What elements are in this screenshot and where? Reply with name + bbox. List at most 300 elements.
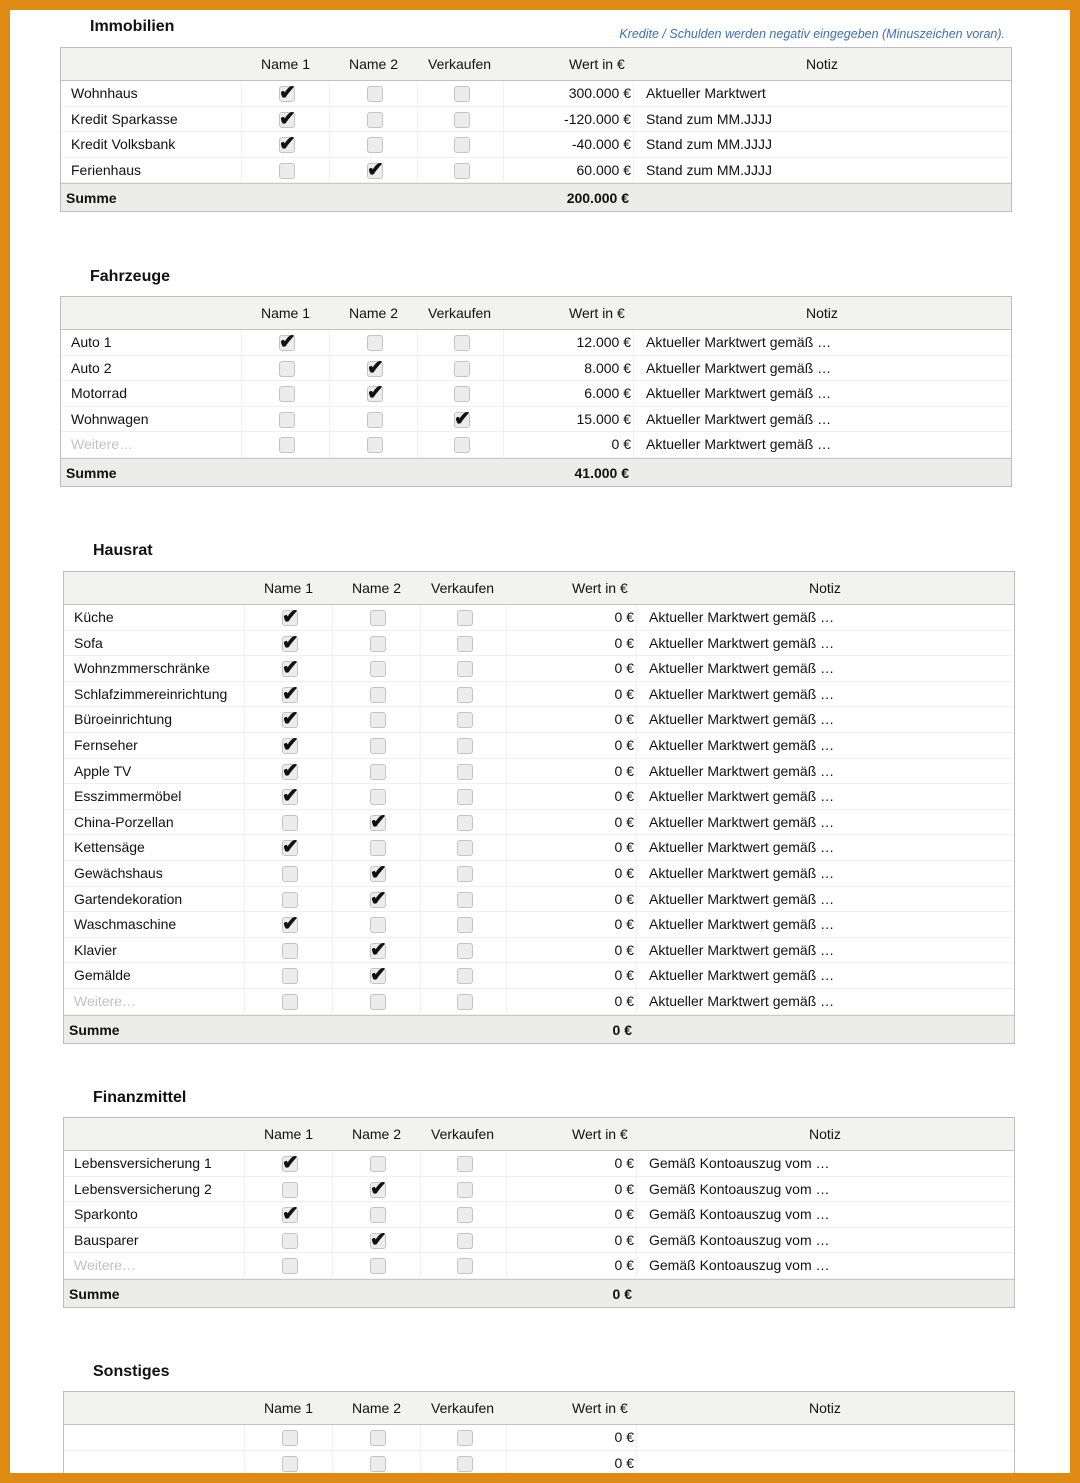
sell-checkbox[interactable] (454, 335, 470, 351)
checkmark-icon: ✔ (279, 107, 296, 130)
item-name[interactable]: Weitere… (71, 436, 133, 453)
name2-checkbox[interactable] (370, 1456, 386, 1472)
item-name[interactable]: Wohnzmmerschränke (74, 660, 210, 677)
sell-checkbox[interactable] (454, 386, 470, 402)
item-value[interactable]: 0 € (614, 1206, 634, 1223)
column-divider (503, 407, 504, 432)
name1-checkbox[interactable] (282, 1456, 298, 1472)
name2-checkbox[interactable] (367, 112, 383, 128)
sell-checkbox[interactable] (454, 112, 470, 128)
item-name[interactable]: Kredit Volksbank (71, 136, 176, 153)
item-value[interactable]: 60.000 € (576, 161, 631, 178)
item-note[interactable]: Stand zum MM.JJJJ (646, 110, 773, 127)
header-note: Notiz (806, 56, 838, 72)
name2-checkbox[interactable] (367, 356, 384, 379)
column-divider (420, 887, 421, 912)
item-note[interactable]: Aktueller Marktwert gemäß … (649, 941, 835, 958)
column-divider (506, 605, 507, 630)
table-row (64, 1425, 1014, 1451)
item-value[interactable]: 0 € (611, 436, 631, 453)
sum-value: 0 € (612, 1285, 632, 1302)
name1-checkbox[interactable] (282, 708, 299, 731)
column-divider (332, 1228, 333, 1253)
sell-checkbox[interactable] (457, 892, 473, 908)
item-value[interactable]: 300.000 € (568, 85, 631, 101)
name1-checkbox[interactable] (282, 994, 298, 1010)
sell-checkbox[interactable] (457, 1207, 473, 1223)
name2-checkbox[interactable] (367, 412, 383, 428)
item-name[interactable]: Ferienhaus (71, 161, 142, 178)
name2-checkbox[interactable] (370, 1258, 386, 1274)
item-name[interactable]: Büroeinrichtung (74, 711, 173, 728)
sell-checkbox[interactable] (457, 1182, 473, 1198)
item-name[interactable]: Bausparer (74, 1231, 139, 1248)
sell-checkbox[interactable] (454, 361, 470, 377)
column-divider (506, 1425, 507, 1450)
table-row (64, 861, 1014, 887)
column-divider (244, 912, 245, 937)
item-note[interactable]: Aktueller Marktwert gemäß … (646, 410, 832, 427)
checkmark-icon: ✔ (279, 331, 296, 353)
item-value[interactable]: 6.000 € (584, 385, 631, 402)
name1-checkbox[interactable] (279, 82, 296, 104)
column-divider (241, 132, 242, 157)
name1-checkbox[interactable] (279, 437, 295, 453)
name1-checkbox[interactable] (282, 1182, 298, 1198)
sell-checkbox[interactable] (454, 407, 471, 430)
checkmark-icon: ✔ (367, 158, 384, 181)
asset-table (60, 296, 1012, 487)
item-note[interactable]: Stand zum MM.JJJJ (646, 136, 773, 153)
name2-checkbox[interactable] (370, 938, 387, 961)
column-divider (332, 656, 333, 681)
name2-checkbox[interactable] (370, 661, 386, 677)
item-name[interactable]: Sofa (74, 634, 103, 651)
name1-checkbox[interactable] (282, 968, 298, 984)
checkmark-icon: ✔ (370, 1177, 387, 1200)
checkmark-icon: ✔ (282, 657, 299, 680)
column-divider (241, 158, 242, 183)
item-value[interactable]: 0 € (614, 1155, 634, 1171)
item-value[interactable]: 0 € (614, 967, 634, 984)
column-divider (332, 1177, 333, 1202)
column-divider (420, 605, 421, 630)
item-note[interactable]: Aktueller Marktwert gemäß … (649, 736, 835, 753)
column-divider (332, 631, 333, 656)
sell-checkbox[interactable] (457, 687, 473, 703)
item-name[interactable]: Gartendekoration (74, 890, 183, 907)
table-row (61, 407, 1011, 433)
column-divider (633, 330, 634, 355)
item-value[interactable]: 0 € (614, 609, 634, 625)
item-note[interactable]: Aktueller Marktwert gemäß … (649, 634, 835, 651)
item-note[interactable]: Aktueller Marktwert gemäß … (646, 334, 832, 350)
column-divider (244, 1177, 245, 1202)
table-row (64, 1253, 1014, 1279)
column-divider (420, 733, 421, 758)
item-note[interactable]: Aktueller Marktwert gemäß … (649, 967, 835, 984)
name2-checkbox[interactable] (367, 158, 384, 181)
header-note: Notiz (809, 580, 841, 596)
name2-checkbox[interactable] (370, 687, 386, 703)
item-name[interactable]: Apple TV (74, 762, 132, 779)
item-name[interactable]: Gewächshaus (74, 864, 163, 881)
table-header (61, 48, 1011, 81)
item-name[interactable]: Motorrad (71, 385, 128, 402)
item-name[interactable]: Fernseher (74, 736, 138, 753)
header-name2: Name 2 (352, 1126, 402, 1142)
table-row (64, 1451, 1014, 1473)
name2-checkbox[interactable] (370, 738, 386, 754)
item-name[interactable]: Wohnhaus (71, 85, 138, 101)
item-value[interactable]: 0 € (614, 660, 634, 677)
column-divider (636, 1177, 637, 1202)
item-name[interactable]: Weitere… (74, 992, 136, 1009)
name1-checkbox[interactable] (279, 163, 295, 179)
item-note[interactable]: Aktueller Marktwert gemäß … (649, 660, 835, 677)
sell-checkbox[interactable] (457, 866, 473, 882)
item-value[interactable]: 0 € (614, 788, 634, 805)
item-name[interactable]: Klavier (74, 941, 117, 958)
item-name[interactable]: China-Porzellan (74, 813, 174, 830)
column-divider (329, 81, 330, 106)
checkmark-icon: ✔ (367, 356, 384, 379)
name2-checkbox[interactable] (367, 382, 384, 405)
name1-checkbox[interactable] (282, 943, 298, 959)
name2-checkbox[interactable] (370, 1430, 386, 1446)
name2-checkbox[interactable] (370, 994, 386, 1010)
column-divider (332, 759, 333, 784)
column-divider (417, 158, 418, 183)
column-divider (244, 861, 245, 886)
sell-checkbox[interactable] (457, 764, 473, 780)
column-divider (506, 912, 507, 937)
checkmark-icon: ✔ (279, 133, 296, 156)
sell-checkbox[interactable] (457, 712, 473, 728)
column-divider (244, 784, 245, 809)
sell-checkbox[interactable] (457, 943, 473, 959)
sell-checkbox[interactable] (454, 163, 470, 179)
column-divider (420, 1202, 421, 1227)
item-value[interactable]: 15.000 € (576, 410, 631, 427)
table-row (64, 835, 1014, 861)
item-name[interactable]: Waschmaschine (74, 916, 177, 933)
name2-checkbox[interactable] (367, 86, 383, 102)
column-divider (417, 381, 418, 406)
item-name[interactable]: Wohnwagen (71, 410, 149, 427)
column-divider (506, 810, 507, 835)
sell-checkbox[interactable] (454, 437, 470, 453)
table-row (64, 682, 1014, 708)
sell-checkbox[interactable] (454, 86, 470, 102)
column-divider (420, 1425, 421, 1450)
column-divider (636, 1202, 637, 1227)
item-name[interactable]: Auto 2 (71, 359, 112, 376)
section-title: Fahrzeuge (90, 268, 171, 285)
item-name[interactable]: Esszimmermöbel (74, 788, 182, 805)
item-note[interactable]: Aktueller Marktwert gemäß … (649, 864, 835, 881)
sell-checkbox[interactable] (457, 815, 473, 831)
checkmark-icon: ✔ (282, 682, 299, 705)
item-value[interactable]: 12.000 € (576, 334, 631, 350)
header-name1: Name 1 (261, 305, 311, 321)
column-divider (244, 1451, 245, 1473)
column-divider (417, 107, 418, 132)
item-note[interactable]: Aktueller Marktwert gemäß … (649, 685, 835, 702)
item-value[interactable]: 0 € (614, 1257, 634, 1274)
name1-checkbox[interactable] (282, 866, 298, 882)
item-note[interactable]: Gemäß Kontoauszug vom … (649, 1180, 830, 1197)
item-note[interactable]: Aktueller Marktwert gemäß … (649, 813, 835, 830)
item-value[interactable]: 0 € (614, 1429, 634, 1445)
item-value[interactable]: 0 € (614, 916, 634, 933)
item-note[interactable]: Stand zum MM.JJJJ (646, 161, 773, 178)
item-value[interactable]: 0 € (614, 1454, 634, 1471)
column-divider (636, 1228, 637, 1253)
item-value[interactable]: 0 € (614, 762, 634, 779)
column-divider (420, 656, 421, 681)
name1-checkbox[interactable] (282, 815, 298, 831)
name1-checkbox[interactable] (282, 1258, 298, 1274)
column-divider (636, 682, 637, 707)
name2-checkbox[interactable] (370, 1156, 386, 1172)
name2-checkbox[interactable] (370, 1207, 386, 1223)
column-divider (332, 861, 333, 886)
item-name[interactable]: Auto 1 (71, 334, 112, 350)
name1-checkbox[interactable] (282, 913, 299, 936)
name1-checkbox[interactable] (282, 682, 299, 705)
checkmark-icon: ✔ (282, 708, 299, 731)
column-divider (506, 1177, 507, 1202)
item-name[interactable]: Lebensversicherung 2 (74, 1180, 212, 1197)
name1-checkbox[interactable] (282, 1152, 299, 1174)
name2-checkbox[interactable] (370, 1177, 387, 1200)
column-divider (420, 810, 421, 835)
column-divider (244, 938, 245, 963)
name2-checkbox[interactable] (370, 789, 386, 805)
item-note[interactable]: Aktueller Marktwert gemäß … (649, 762, 835, 779)
item-note[interactable]: Aktueller Marktwert gemäß … (649, 992, 835, 1009)
item-note[interactable]: Aktueller Marktwert gemäß … (646, 436, 832, 453)
name2-checkbox[interactable] (370, 917, 386, 933)
column-divider (417, 330, 418, 355)
sell-checkbox[interactable] (457, 738, 473, 754)
item-name[interactable]: Schlafzimmereinrichtung (74, 685, 228, 702)
item-note[interactable]: Aktueller Marktwert (646, 85, 766, 101)
item-value[interactable]: 0 € (614, 1180, 634, 1197)
sell-checkbox[interactable] (457, 636, 473, 652)
name1-checkbox[interactable] (282, 785, 299, 808)
section-title: Immobilien (90, 18, 175, 35)
name2-checkbox[interactable] (367, 137, 383, 153)
header-sell: Verkaufen (431, 580, 495, 596)
item-note[interactable]: Gemäß Kontoauszug vom … (649, 1155, 830, 1171)
column-divider (244, 1228, 245, 1253)
column-divider (241, 81, 242, 106)
name1-checkbox[interactable] (282, 1233, 298, 1249)
item-note[interactable]: Gemäß Kontoauszug vom … (649, 1257, 830, 1274)
name1-checkbox[interactable] (282, 631, 299, 654)
column-divider (420, 1253, 421, 1278)
column-divider (241, 330, 242, 355)
name1-checkbox[interactable] (282, 606, 299, 628)
item-name[interactable]: Küche (74, 609, 114, 625)
column-divider (332, 989, 333, 1014)
column-divider (332, 835, 333, 860)
column-divider (636, 733, 637, 758)
item-value[interactable]: 8.000 € (584, 359, 631, 376)
name2-checkbox[interactable] (370, 764, 386, 780)
name1-checkbox[interactable] (282, 733, 299, 756)
name2-checkbox[interactable] (370, 887, 387, 910)
item-value[interactable]: 0 € (614, 736, 634, 753)
column-divider (636, 963, 637, 988)
sell-checkbox[interactable] (457, 1430, 473, 1446)
sell-checkbox[interactable] (454, 137, 470, 153)
column-divider (332, 912, 333, 937)
header-note: Notiz (809, 1400, 841, 1416)
header-value: Wert in € (569, 305, 625, 321)
sell-checkbox[interactable] (457, 1233, 473, 1249)
item-note[interactable]: Aktueller Marktwert gemäß … (649, 711, 835, 728)
name2-checkbox[interactable] (370, 636, 386, 652)
table-row (64, 733, 1014, 759)
name1-checkbox[interactable] (279, 386, 295, 402)
column-divider (244, 733, 245, 758)
column-divider (506, 759, 507, 784)
sell-checkbox[interactable] (457, 968, 473, 984)
column-divider (636, 631, 637, 656)
name2-checkbox[interactable] (367, 437, 383, 453)
name2-checkbox[interactable] (370, 1228, 387, 1251)
sum-label: Summe (69, 1285, 120, 1302)
header-name1: Name 1 (264, 580, 314, 596)
name2-checkbox[interactable] (370, 810, 387, 833)
name1-checkbox[interactable] (282, 1430, 298, 1446)
item-value[interactable]: 0 € (614, 1231, 634, 1248)
item-name[interactable]: Kredit Sparkasse (71, 110, 178, 127)
item-note[interactable]: Gemäß Kontoauszug vom … (649, 1206, 830, 1223)
sell-checkbox[interactable] (457, 661, 473, 677)
column-divider (244, 835, 245, 860)
name1-checkbox[interactable] (279, 412, 295, 428)
column-divider (633, 158, 634, 183)
sell-checkbox[interactable] (457, 994, 473, 1010)
column-divider (503, 432, 504, 457)
item-value[interactable]: -40.000 € (571, 136, 631, 153)
item-value[interactable]: 0 € (614, 839, 634, 856)
column-divider (417, 81, 418, 106)
table-row (61, 330, 1011, 356)
name1-checkbox[interactable] (279, 331, 296, 353)
column-divider (506, 887, 507, 912)
name2-checkbox[interactable] (370, 964, 387, 987)
column-divider (506, 631, 507, 656)
item-value[interactable]: 0 € (614, 992, 634, 1009)
column-divider (633, 132, 634, 157)
name2-checkbox[interactable] (370, 610, 386, 626)
name1-checkbox[interactable] (282, 1203, 299, 1226)
column-divider (633, 407, 634, 432)
sell-checkbox[interactable] (457, 917, 473, 933)
sell-checkbox[interactable] (457, 1156, 473, 1172)
column-divider (636, 1425, 637, 1450)
sum-row (64, 1015, 1014, 1043)
table-row (64, 912, 1014, 938)
item-note[interactable]: Aktueller Marktwert gemäß … (649, 916, 835, 933)
name1-checkbox[interactable] (282, 657, 299, 680)
name2-checkbox[interactable] (370, 840, 386, 856)
header-value: Wert in € (569, 56, 625, 72)
column-divider (420, 861, 421, 886)
item-note[interactable]: Aktueller Marktwert gemäß … (649, 890, 835, 907)
name1-checkbox[interactable] (282, 759, 299, 782)
item-note[interactable]: Gemäß Kontoauszug vom … (649, 1231, 830, 1248)
item-value[interactable]: 0 € (614, 685, 634, 702)
column-divider (420, 707, 421, 732)
item-note[interactable]: Aktueller Marktwert gemäß … (649, 839, 835, 856)
header-sell: Verkaufen (428, 305, 492, 321)
item-note[interactable]: Aktueller Marktwert gemäß … (646, 385, 832, 402)
checkmark-icon: ✔ (370, 810, 387, 833)
column-divider (503, 81, 504, 106)
item-value[interactable]: 0 € (614, 864, 634, 881)
name1-checkbox[interactable] (279, 133, 296, 156)
checkmark-icon: ✔ (282, 836, 299, 859)
column-divider (636, 1451, 637, 1473)
item-name[interactable]: Lebensversicherung 1 (74, 1155, 212, 1171)
sum-value: 0 € (612, 1021, 632, 1038)
item-note[interactable]: Aktueller Marktwert gemäß … (649, 609, 835, 625)
header-value: Wert in € (572, 580, 628, 596)
item-name[interactable]: Gemälde (74, 967, 131, 984)
name2-checkbox[interactable] (367, 335, 383, 351)
name2-checkbox[interactable] (370, 861, 387, 884)
name1-checkbox[interactable] (282, 892, 298, 908)
item-value[interactable]: 0 € (614, 813, 634, 830)
header-sell: Verkaufen (431, 1126, 495, 1142)
column-divider (244, 810, 245, 835)
column-divider (332, 733, 333, 758)
name1-checkbox[interactable] (279, 361, 295, 377)
sell-checkbox[interactable] (457, 610, 473, 626)
name2-checkbox[interactable] (370, 712, 386, 728)
column-divider (332, 1202, 333, 1227)
item-value[interactable]: -120.000 € (564, 110, 631, 127)
item-name[interactable]: Sparkonto (74, 1206, 138, 1223)
name1-checkbox[interactable] (279, 107, 296, 130)
table-row (61, 81, 1011, 107)
sell-checkbox[interactable] (457, 789, 473, 805)
item-value[interactable]: 0 € (614, 634, 634, 651)
column-divider (503, 132, 504, 157)
name1-checkbox[interactable] (282, 836, 299, 859)
column-divider (506, 989, 507, 1014)
item-note[interactable]: Aktueller Marktwert gemäß … (646, 359, 832, 376)
sell-checkbox[interactable] (457, 840, 473, 856)
item-value[interactable]: 0 € (614, 890, 634, 907)
item-value[interactable]: 0 € (614, 711, 634, 728)
sum-label: Summe (69, 1021, 120, 1038)
sell-checkbox[interactable] (457, 1456, 473, 1472)
item-name[interactable]: Weitere… (74, 1257, 136, 1274)
item-name[interactable]: Kettensäge (74, 839, 145, 856)
item-value[interactable]: 0 € (614, 941, 634, 958)
sell-checkbox[interactable] (457, 1258, 473, 1274)
column-divider (503, 107, 504, 132)
table-header (64, 1118, 1014, 1151)
item-note[interactable]: Aktueller Marktwert gemäß … (649, 788, 835, 805)
